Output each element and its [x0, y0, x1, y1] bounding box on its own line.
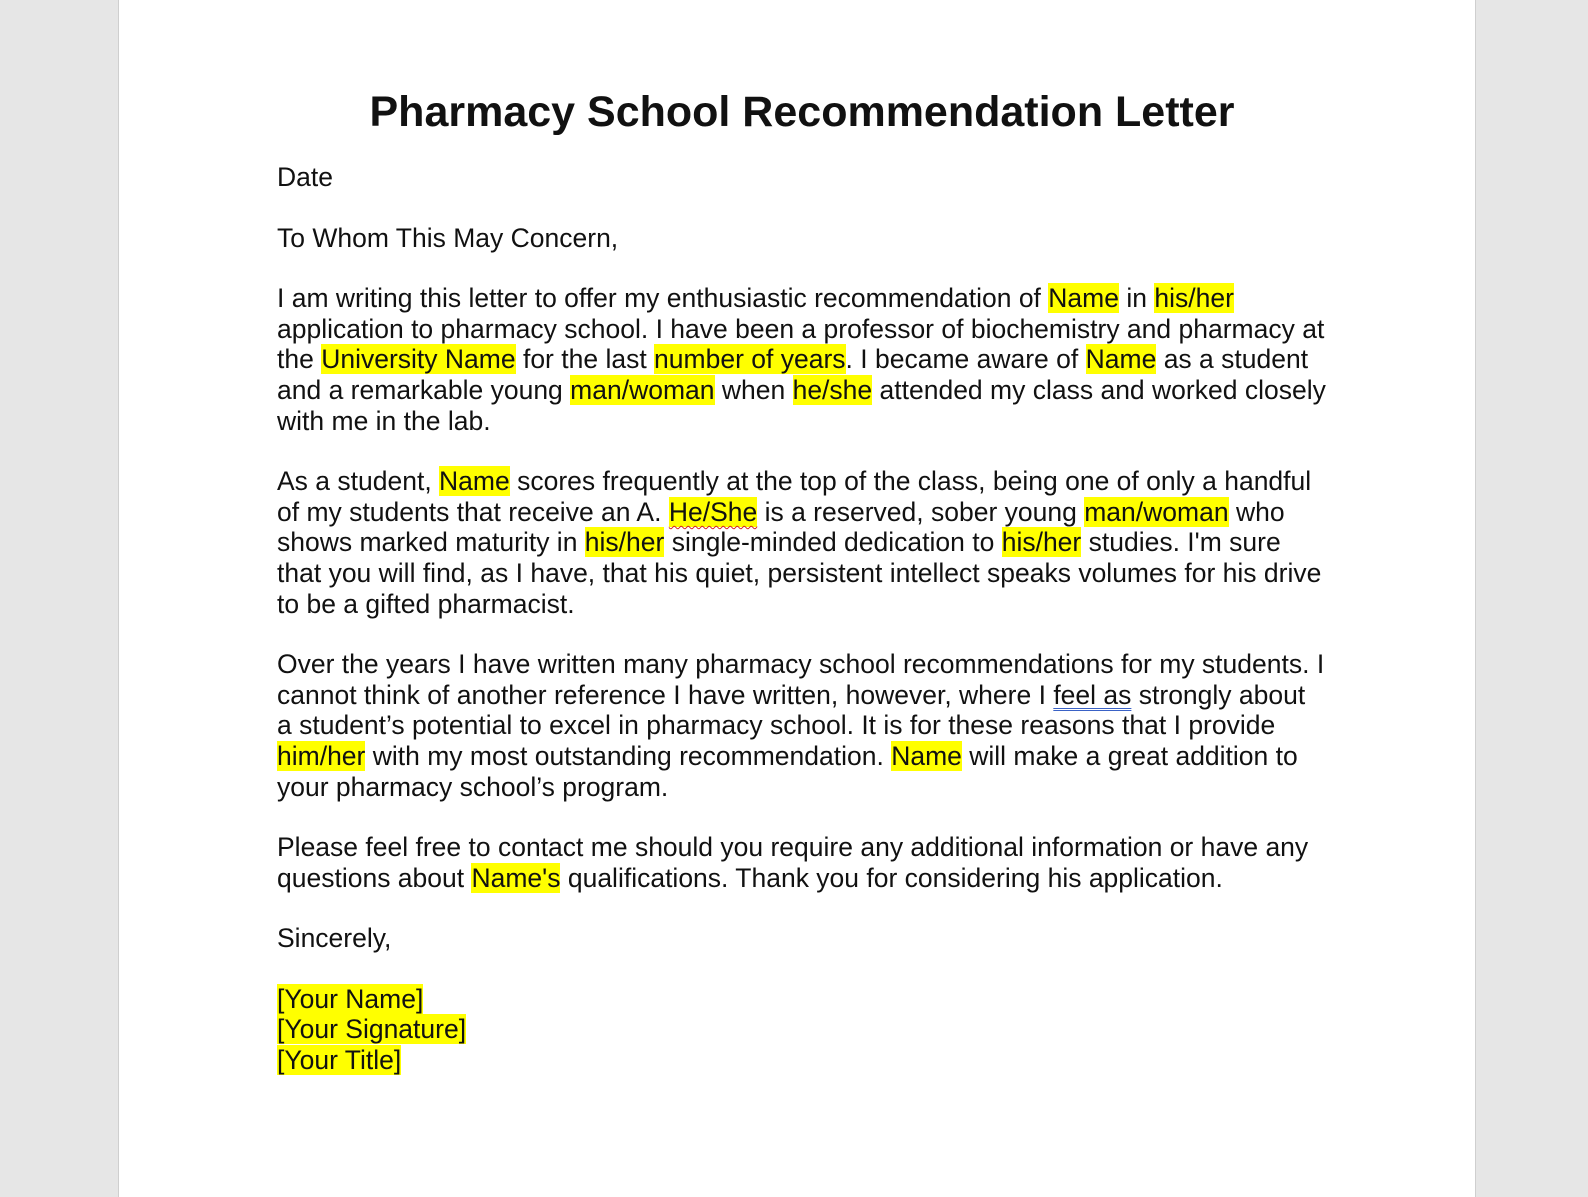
placeholder-pronoun: he/she [792, 374, 873, 405]
text-run: in [1119, 283, 1155, 314]
paragraph-student [277, 466, 1327, 619]
placeholder-your-name: [Your Name] [277, 983, 424, 1014]
text-run: strongly about a student’s potential to excel in pharmacy school. It is for these reasons that I provide [277, 679, 1306, 741]
text-run: with my most outstanding recommendation. [365, 740, 892, 771]
placeholder-name: Name [1085, 344, 1157, 375]
placeholder-gender: man/woman [570, 374, 715, 405]
text-run: is a reserved, sober young [757, 496, 1085, 527]
signature-name-line [277, 984, 1327, 1015]
text-run: application to pharmacy school. I have been a professor of biochemistry and pharmacy at the [277, 313, 1325, 375]
text-run: single-minded dedication to [664, 527, 1002, 558]
signature-signature-line [277, 1014, 1327, 1045]
text-run: Please feel free to contact me should you require any additional information or have any questions about [277, 832, 1309, 893]
placeholder-gender: man/woman [1084, 496, 1229, 527]
placeholder-pronoun: his/her [1154, 283, 1234, 314]
letter-body [277, 84, 1327, 1076]
document-page [118, 0, 1476, 1197]
text-run: scores frequently at the top of the class, being one of only a handful of my students that receive an A. [277, 466, 1312, 527]
text-run: Over the years I have written many pharmacy school recommendations for my students. I cannot think of another reference I have written, however, where I [277, 649, 1325, 710]
paragraph-contact [277, 832, 1327, 893]
placeholder-name-possessive: Name's [471, 862, 561, 893]
salutation: To Whom This May Concern, [277, 222, 619, 253]
closing: Sincerely, [277, 923, 392, 954]
date-line: Date [277, 162, 333, 192]
text-run: qualifications. Thank you for considering his application. [560, 862, 1223, 893]
placeholder-years: number of years [654, 344, 846, 375]
text-run: for the last [515, 344, 655, 375]
signature-title-line [277, 1045, 1327, 1076]
text-run: . I became aware of [845, 344, 1086, 375]
text-run: As a student, [277, 466, 440, 497]
placeholder-name: Name [891, 740, 962, 771]
placeholder-name: Name [439, 466, 510, 497]
placeholder-your-title: [Your Title] [277, 1045, 402, 1076]
text-run: will make a great addition to your pharmacy school’s program. [277, 740, 1298, 802]
text-run: as a student and a remarkable young [277, 344, 1309, 405]
paragraph-reference [277, 649, 1327, 802]
placeholder-university: University Name [321, 344, 516, 375]
placeholder-pronoun: his/her [584, 527, 665, 558]
text-run: studies. I'm sure that you will find, as I have, that his quiet, persistent intellect speaks volumes for his drive to be a gifted pharmacist. [277, 527, 1322, 619]
paragraph-intro [277, 283, 1327, 436]
placeholder-name: Name [1048, 283, 1119, 314]
grammar-suggestion[interactable]: feel as [1053, 679, 1132, 710]
placeholder-pronoun-spellcheck[interactable]: He/She [668, 496, 758, 527]
placeholder-pronoun: him/her [277, 740, 366, 771]
text-run: when [714, 374, 793, 405]
text-run: attended my class and worked closely with me in the lab. [277, 374, 1326, 436]
signature-block [277, 984, 1327, 1076]
text-run: I am writing this letter to offer my enthusiastic recommendation of [277, 283, 1049, 314]
text-run: who shows marked maturity in [277, 496, 1285, 558]
placeholder-your-signature: [Your Signature] [277, 1014, 467, 1045]
placeholder-pronoun: his/her [1001, 527, 1082, 558]
page-title: Pharmacy School Recommendation Letter [369, 88, 1235, 136]
